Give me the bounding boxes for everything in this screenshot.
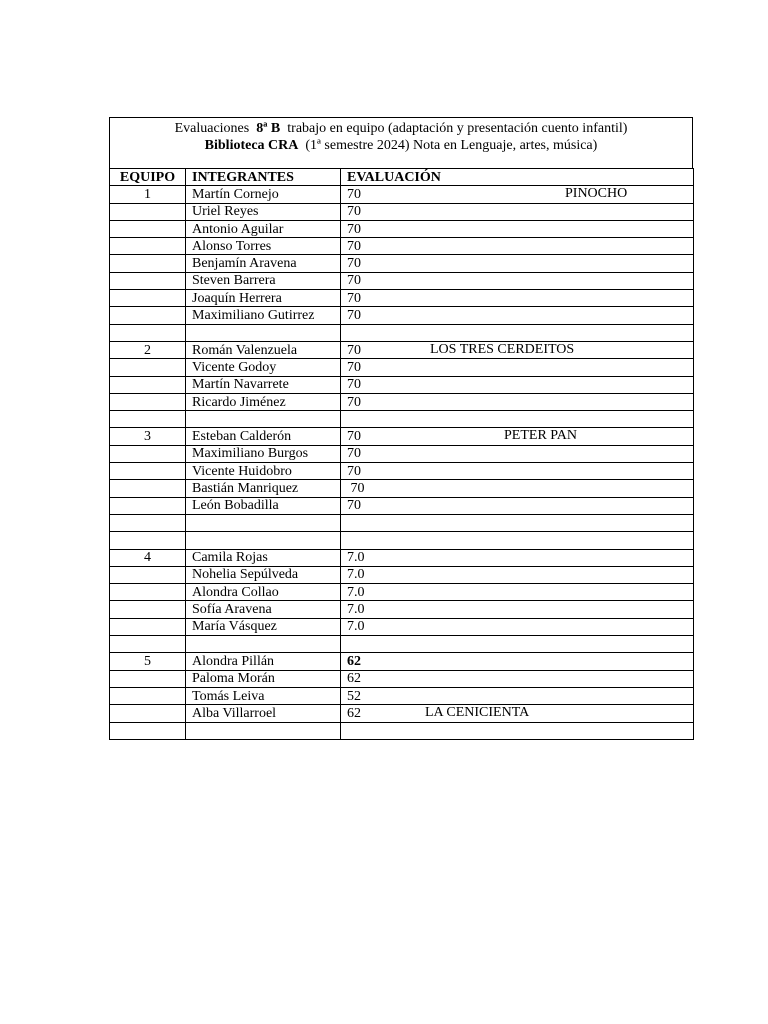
integrante-cell: Vicente Godoy	[186, 359, 341, 376]
table-row	[110, 722, 694, 739]
equipo-cell: 2	[110, 341, 186, 358]
evaluacion-cell	[341, 255, 694, 272]
table-row	[110, 497, 694, 514]
integrante-cell	[186, 722, 341, 739]
evaluacion-cell	[341, 272, 694, 289]
evaluacion-cell	[341, 566, 694, 583]
story-title: LA CENICIENTA	[425, 705, 530, 721]
equipo-cell	[110, 687, 186, 704]
evaluacion-cell	[341, 359, 694, 376]
table-row	[110, 203, 694, 220]
evaluacion-cell	[341, 428, 694, 445]
evaluacion-cell	[341, 203, 694, 220]
equipo-cell	[110, 255, 186, 272]
equipo-cell	[110, 411, 186, 428]
table-row	[110, 463, 694, 480]
integrante-cell	[186, 636, 341, 653]
integrante-cell: Ricardo Jiménez	[186, 393, 341, 410]
evaluacion-cell	[341, 687, 694, 704]
equipo-cell: 5	[110, 653, 186, 670]
equipo-cell	[110, 480, 186, 497]
equipo-cell	[110, 376, 186, 393]
equipo-cell	[110, 497, 186, 514]
evaluacion-cell	[341, 722, 694, 739]
evaluacion-cell	[341, 532, 694, 549]
evaluacion-cell	[341, 376, 694, 393]
integrante-cell: Alondra Pillán	[186, 653, 341, 670]
equipo-cell	[110, 393, 186, 410]
evaluacion-cell	[341, 238, 694, 255]
equipo-cell: 4	[110, 549, 186, 566]
integrante-cell: Vicente Huidobro	[186, 463, 341, 480]
header-integrantes: INTEGRANTES	[186, 169, 341, 186]
table-row	[110, 584, 694, 601]
table-row	[110, 186, 694, 203]
grade-value: 7.0	[347, 567, 365, 583]
integrante-cell	[186, 324, 341, 341]
header-equipo: EQUIPO	[110, 169, 186, 186]
equipo-cell	[110, 514, 186, 531]
integrante-cell: Paloma Morán	[186, 670, 341, 687]
integrante-cell: León Bobadilla	[186, 497, 341, 514]
integrante-cell: Martín Cornejo	[186, 186, 341, 203]
evaluacion-cell	[341, 618, 694, 635]
table-body	[110, 186, 694, 740]
grade-value: 62	[347, 705, 361, 721]
table-row	[110, 670, 694, 687]
grade-value: 70	[347, 394, 361, 410]
equipo-cell	[110, 705, 186, 722]
grade-value: 7.0	[347, 602, 365, 618]
equipo-cell	[110, 670, 186, 687]
grade-value: 70	[347, 480, 365, 496]
equipo-cell	[110, 618, 186, 635]
table-row	[110, 307, 694, 324]
table-row	[110, 618, 694, 635]
grade-value: 62	[347, 653, 361, 669]
grade-value: 7.0	[347, 550, 365, 566]
table-row	[110, 532, 694, 549]
integrante-cell: Joaquín Herrera	[186, 290, 341, 307]
title-line-1	[110, 120, 692, 137]
title-description: trabajo en equipo (adaptación y presentación cuento infantil)	[287, 121, 628, 136]
evaluacion-cell	[341, 653, 694, 670]
evaluacion-cell	[341, 601, 694, 618]
grade-value: 70	[347, 429, 361, 445]
grade-value: 70	[347, 308, 361, 324]
grade-value: 70	[347, 498, 361, 514]
equipo-cell	[110, 203, 186, 220]
integrante-cell: Uriel Reyes	[186, 203, 341, 220]
integrante-cell: María Vásquez	[186, 618, 341, 635]
equipo-cell	[110, 445, 186, 462]
semester-subjects: (1ª semestre 2024) Nota en Lenguaje, artes, música)	[305, 138, 598, 153]
title-box	[109, 117, 693, 168]
header-evaluacion: EVALUACIÓN	[341, 169, 694, 186]
evaluacion-cell	[341, 480, 694, 497]
evaluacion-cell	[341, 393, 694, 410]
table-row	[110, 480, 694, 497]
table-row	[110, 393, 694, 410]
table-row	[110, 324, 694, 341]
equipo-cell	[110, 238, 186, 255]
grade-value: 70	[347, 463, 361, 479]
evaluacion-cell	[341, 307, 694, 324]
integrante-cell: Maximiliano Burgos	[186, 445, 341, 462]
integrante-cell: Alba Villarroel	[186, 705, 341, 722]
evaluation-sheet	[109, 117, 693, 740]
equipo-cell: 3	[110, 428, 186, 445]
story-title: LOS TRES CERDEITOS	[430, 341, 575, 357]
table-row	[110, 514, 694, 531]
equipo-cell	[110, 532, 186, 549]
table-row	[110, 687, 694, 704]
table-row	[110, 705, 694, 722]
table-row	[110, 272, 694, 289]
table-row	[110, 428, 694, 445]
grade-value: 70	[347, 238, 361, 254]
grade-value: 70	[347, 256, 361, 272]
integrante-cell: Camila Rojas	[186, 549, 341, 566]
library-label: Biblioteca CRA	[204, 138, 299, 153]
evaluacion-cell	[341, 636, 694, 653]
grade-value: 7.0	[347, 584, 365, 600]
equipo-cell	[110, 220, 186, 237]
grade-value: 70	[347, 446, 361, 462]
equipo-cell	[110, 290, 186, 307]
title-prefix: Evaluaciones	[174, 121, 250, 136]
header-row	[110, 169, 694, 186]
evaluacion-cell	[341, 411, 694, 428]
grade-value: 70	[347, 290, 361, 306]
integrante-cell	[186, 514, 341, 531]
grade-value: 70	[347, 342, 361, 358]
evaluacion-cell	[341, 220, 694, 237]
equipo-cell	[110, 566, 186, 583]
grade-value: 70	[347, 204, 361, 220]
equipo-cell	[110, 722, 186, 739]
evaluacion-cell	[341, 549, 694, 566]
integrante-cell: Antonio Aguilar	[186, 220, 341, 237]
evaluation-table	[109, 168, 694, 740]
evaluacion-cell	[341, 705, 694, 722]
equipo-cell	[110, 324, 186, 341]
grade-value: 70	[347, 377, 361, 393]
equipo-cell	[110, 463, 186, 480]
evaluacion-cell	[341, 445, 694, 462]
table-row	[110, 636, 694, 653]
table-row	[110, 220, 694, 237]
integrante-cell	[186, 532, 341, 549]
integrante-cell	[186, 411, 341, 428]
integrante-cell: Nohelia Sepúlveda	[186, 566, 341, 583]
equipo-cell	[110, 272, 186, 289]
table-row	[110, 601, 694, 618]
story-title: PETER PAN	[504, 428, 578, 444]
integrante-cell: Martín Navarrete	[186, 376, 341, 393]
grade-value: 70	[347, 221, 361, 237]
table-row	[110, 653, 694, 670]
integrante-cell: Sofía Aravena	[186, 601, 341, 618]
grade-value: 70	[347, 359, 361, 375]
integrante-cell: Maximiliano Gutirrez	[186, 307, 341, 324]
evaluacion-cell	[341, 290, 694, 307]
title-line-2	[110, 137, 692, 154]
grade-value: 52	[347, 688, 361, 704]
equipo-cell	[110, 636, 186, 653]
integrante-cell: Bastián Manriquez	[186, 480, 341, 497]
integrante-cell: Alondra Collao	[186, 584, 341, 601]
table-row	[110, 238, 694, 255]
grade-value: 70	[347, 186, 361, 202]
evaluacion-cell	[341, 186, 694, 203]
table-row	[110, 341, 694, 358]
table-row	[110, 359, 694, 376]
table-row	[110, 255, 694, 272]
integrante-cell: Steven Barrera	[186, 272, 341, 289]
table-row	[110, 376, 694, 393]
table-row	[110, 411, 694, 428]
evaluacion-cell	[341, 584, 694, 601]
evaluacion-cell	[341, 670, 694, 687]
integrante-cell: Tomás Leiva	[186, 687, 341, 704]
table-row	[110, 290, 694, 307]
evaluacion-cell	[341, 463, 694, 480]
evaluacion-cell	[341, 324, 694, 341]
grade-value: 7.0	[347, 619, 365, 635]
grade-value: 70	[347, 273, 361, 289]
table-row	[110, 549, 694, 566]
equipo-cell	[110, 307, 186, 324]
equipo-cell	[110, 584, 186, 601]
integrante-cell: Esteban Calderón	[186, 428, 341, 445]
equipo-cell: 1	[110, 186, 186, 203]
integrante-cell: Benjamín Aravena	[186, 255, 341, 272]
integrante-cell: Román Valenzuela	[186, 341, 341, 358]
evaluacion-cell	[341, 341, 694, 358]
story-title: PINOCHO	[565, 186, 628, 202]
course-label: 8ª B	[256, 121, 281, 136]
table-row	[110, 566, 694, 583]
table-row	[110, 445, 694, 462]
integrante-cell: Alonso Torres	[186, 238, 341, 255]
grade-value: 62	[347, 671, 361, 687]
evaluacion-cell	[341, 497, 694, 514]
equipo-cell	[110, 601, 186, 618]
evaluacion-cell	[341, 514, 694, 531]
equipo-cell	[110, 359, 186, 376]
